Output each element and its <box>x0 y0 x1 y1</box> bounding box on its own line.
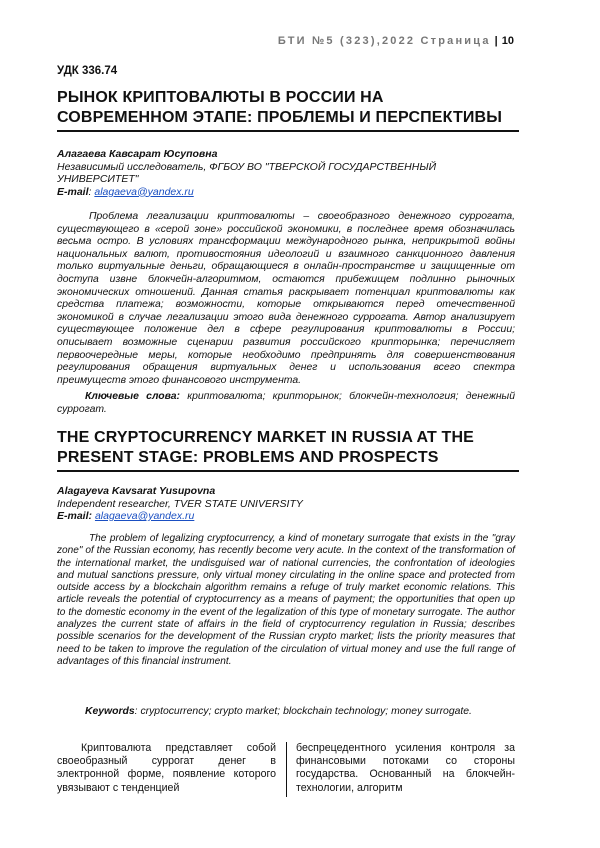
title-ru: РЫНОК КРИПТОВАЛЮТЫ В РОССИИ НА СОВРЕМЕННОМ ЭТАПЕ: ПРОБЛЕМЫ И ПЕРСПЕКТИВЫ <box>57 88 519 132</box>
keywords-label-ru: Ключевые слова: <box>85 391 180 402</box>
keywords-text-ru: криптовалюта; крипторынок; блокчейн-технология; денежный суррогат. <box>57 391 515 415</box>
author-affiliation-en: Independent researcher, TVER STATE UNIVERSITY <box>57 497 303 510</box>
email-link-en[interactable]: alagaeva@yandex.ru <box>94 510 195 522</box>
body-column-left: Криптовалюта представляет собой своеобразный суррогат денег в электронной форме, появление которого увязывают с тенденцией <box>57 742 276 794</box>
author-affiliation-ru: Независимый исследователь, ФГБОУ ВО "ТВЕРСКОЙ ГОСУДАРСТВЕННЫЙ УНИВЕРСИТЕТ" <box>57 160 437 185</box>
author-name-en: Alagayeva Kavsarat Yusupovna <box>57 485 216 497</box>
udk-code: УДК 336.74 <box>57 65 118 77</box>
keywords-en <box>57 706 515 719</box>
header-separator: | <box>494 35 498 47</box>
column-divider <box>286 742 287 797</box>
body-column-right: беспрецедентного усиления контроля за финансовыми потоками со стороны государства. Основанный на блокчейн-технологии, алгоритм <box>296 742 515 794</box>
email-label-ru: E-mail <box>57 185 89 198</box>
journal-label: БТИ №5 (323),2022 Страница <box>277 35 491 47</box>
keywords-label-en: Keywords <box>85 706 135 717</box>
author-block-en <box>57 485 303 523</box>
page-number: 10 <box>501 35 514 47</box>
email-line-ru <box>57 186 515 199</box>
keywords-ru <box>57 391 515 417</box>
author-name-ru: Алагаева Кавсарат Юсуповна <box>57 148 218 160</box>
email-label-en: E-mail: <box>57 510 93 522</box>
email-link-ru[interactable]: alagaeva@yandex.ru <box>94 185 194 198</box>
email-colon-ru: : <box>88 185 95 198</box>
title-en: THE CRYPTOCURRENCY MARKET IN RUSSIA AT THE PRESENT STAGE: PROBLEMS AND PROSPECTS <box>57 428 519 472</box>
author-block-ru <box>57 148 515 198</box>
abstract-en: The problem of legalizing cryptocurrency, a kind of monetary surrogate that exists in the "gray zone" of the Russian economy, has recently become very acute. In the context of the transformation of the international market, the undisguised war of national currencies, the confrontation of ideologies and mutual sanctions pressure, only virtual money circulating in the online space and protected from outside access by a blockchain algorithm remains a refuge of truly market economic relations. This article reveals the potential of cryptocurrency as a means of payment; the opportunities that open up to the domestic economy in the event of the legalization of this type of monetary surrogate. The author analyzes the current state of affairs in the field of cryptocurrency regulation in Russia; describes possible scenarios for the development of the Russian crypto market; lists the priority measures that need to be taken to improve the regulation of the circulation of virtual money and use the full range of advantages of this financial instrument. <box>57 533 515 667</box>
abstract-ru: Проблема легализации криптовалюты – своеобразного денежного суррогата, существующего в «серой зоне» российской экономики, в последнее время обозначилась весьма остро. В условиях трансформации международного рынка, неприкрытой войны национальных валют, противостояния идеологий и взаимного санкционного давления только виртуальные деньги, обращающиеся в онлайн-пространстве и защищенные от доступа извне блокчейн-алгоритмом, остаются прибежищем подлинно рыночных экономических отношений. Данная статья раскрывает потенциал криптовалюты как средства платежа; возможности, которые открываются перед отечественной экономикой в случае легализации этого вида денежного суррогата. Автор анализирует существующее положение дел в сфере регулирования криптовалюты в России; описывает возможные сценарии развития российского крипторынка; перечисляет первоочередные меры, которые необходимо предпринять для совершенствования регулирования обращения виртуальных денег и использования всего спектра преимуществ этого финансового инструмента. <box>57 211 515 386</box>
running-header <box>278 35 514 47</box>
email-line-en <box>57 510 303 523</box>
keywords-text-en: : cryptocurrency; crypto market; blockchain technology; money surrogate. <box>134 706 472 717</box>
